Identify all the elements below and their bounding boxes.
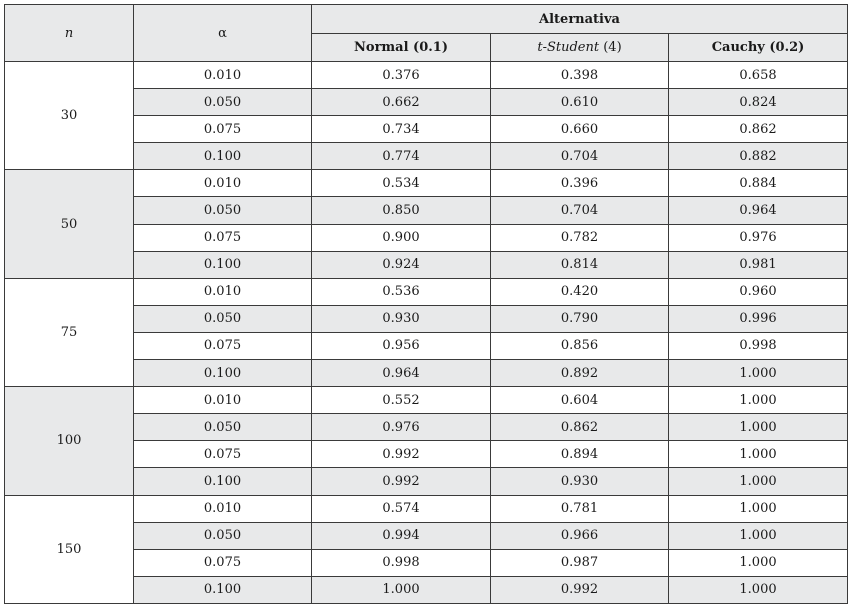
sample-size-cell: 100 [5, 387, 134, 495]
tstudent-cell: 0.704 [491, 197, 669, 224]
tstudent-cell: 0.930 [491, 468, 669, 495]
normal-cell: 0.992 [312, 468, 491, 495]
cauchy-cell: 0.996 [669, 305, 848, 332]
alpha-cell: 0.050 [134, 414, 312, 441]
alpha-cell: 0.075 [134, 332, 312, 359]
tstudent-cell: 0.781 [491, 495, 669, 522]
alpha-cell: 0.075 [134, 441, 312, 468]
tstudent-cell: 0.894 [491, 441, 669, 468]
cauchy-cell: 1.000 [669, 360, 848, 387]
alpha-cell: 0.050 [134, 197, 312, 224]
alpha-cell: 0.010 [134, 278, 312, 305]
tstudent-cell: 0.610 [491, 89, 669, 116]
tstudent-cell: 0.992 [491, 576, 669, 603]
cauchy-cell: 1.000 [669, 522, 848, 549]
cauchy-cell: 1.000 [669, 576, 848, 603]
normal-cell: 0.552 [312, 387, 491, 414]
tstudent-cell: 0.660 [491, 116, 669, 143]
cauchy-cell: 0.824 [669, 89, 848, 116]
sample-size-cell: 50 [5, 170, 134, 278]
tstudent-cell: 0.420 [491, 278, 669, 305]
table-row [5, 62, 848, 89]
tstudent-cell: 0.966 [491, 522, 669, 549]
normal-cell: 0.994 [312, 522, 491, 549]
alpha-cell: 0.100 [134, 251, 312, 278]
cauchy-cell: 0.964 [669, 197, 848, 224]
tstudent-cell: 0.892 [491, 360, 669, 387]
table-row [5, 387, 848, 414]
alpha-column-header: α [134, 5, 312, 62]
normal-cell: 0.662 [312, 89, 491, 116]
cauchy-cell: 0.658 [669, 62, 848, 89]
normal-cell: 0.930 [312, 305, 491, 332]
cauchy-cell: 0.882 [669, 143, 848, 170]
normal-cell: 0.376 [312, 62, 491, 89]
normal-cell: 0.992 [312, 441, 491, 468]
tstudent-cell: 0.987 [491, 549, 669, 576]
n-column-header: n [5, 5, 134, 62]
table-row [5, 170, 848, 197]
tstudent-cell: 0.782 [491, 224, 669, 251]
alpha-cell: 0.050 [134, 305, 312, 332]
alpha-cell: 0.100 [134, 576, 312, 603]
alpha-cell: 0.075 [134, 116, 312, 143]
normal-cell: 0.574 [312, 495, 491, 522]
normal-cell: 0.734 [312, 116, 491, 143]
alpha-cell: 0.010 [134, 495, 312, 522]
cauchy-cell: 1.000 [669, 414, 848, 441]
alpha-cell: 0.075 [134, 549, 312, 576]
cauchy-cell: 0.884 [669, 170, 848, 197]
normal-cell: 0.774 [312, 143, 491, 170]
alpha-cell: 0.100 [134, 468, 312, 495]
alpha-cell: 0.050 [134, 89, 312, 116]
tstudent-cell: 0.862 [491, 414, 669, 441]
cauchy-cell: 1.000 [669, 549, 848, 576]
sample-size-cell: 150 [5, 495, 134, 603]
tstudent-cell: 0.704 [491, 143, 669, 170]
sample-size-cell: 30 [5, 62, 134, 170]
tstudent-cell: 0.398 [491, 62, 669, 89]
alpha-cell: 0.050 [134, 522, 312, 549]
tstudent-cell: 0.790 [491, 305, 669, 332]
cauchy-cell: 0.998 [669, 332, 848, 359]
normal-cell: 0.924 [312, 251, 491, 278]
normal-cell: 0.850 [312, 197, 491, 224]
cauchy-cell: 0.960 [669, 278, 848, 305]
normal-cell: 0.964 [312, 360, 491, 387]
tstudent-cell: 0.814 [491, 251, 669, 278]
cauchy-cell: 1.000 [669, 441, 848, 468]
cauchy-cell: 0.981 [669, 251, 848, 278]
cauchy-cell: 1.000 [669, 387, 848, 414]
table-row [5, 278, 848, 305]
normal-cell: 0.956 [312, 332, 491, 359]
table-row [5, 495, 848, 522]
normal-cell: 0.976 [312, 414, 491, 441]
table-header [5, 5, 848, 62]
normal-column-header: Normal (0.1) [312, 34, 491, 62]
normal-cell: 0.536 [312, 278, 491, 305]
tstudent-cell: 0.604 [491, 387, 669, 414]
tstudent-column-header: t-Student (4) [491, 34, 669, 62]
normal-cell: 1.000 [312, 576, 491, 603]
tstudent-cell: 0.396 [491, 170, 669, 197]
alpha-cell: 0.075 [134, 224, 312, 251]
normal-cell: 0.998 [312, 549, 491, 576]
alpha-cell: 0.010 [134, 62, 312, 89]
tstudent-cell: 0.856 [491, 332, 669, 359]
normal-cell: 0.900 [312, 224, 491, 251]
sample-size-cell: 75 [5, 278, 134, 386]
cauchy-cell: 0.976 [669, 224, 848, 251]
alpha-cell: 0.010 [134, 387, 312, 414]
cauchy-cell: 1.000 [669, 495, 848, 522]
table-body [5, 62, 848, 604]
cauchy-cell: 0.862 [669, 116, 848, 143]
power-table [4, 4, 848, 604]
normal-cell: 0.534 [312, 170, 491, 197]
cauchy-column-header: Cauchy (0.2) [669, 34, 848, 62]
alpha-cell: 0.010 [134, 170, 312, 197]
alternativa-group-header: Alternativa [312, 5, 848, 34]
alpha-cell: 0.100 [134, 143, 312, 170]
alpha-cell: 0.100 [134, 360, 312, 387]
cauchy-cell: 1.000 [669, 468, 848, 495]
